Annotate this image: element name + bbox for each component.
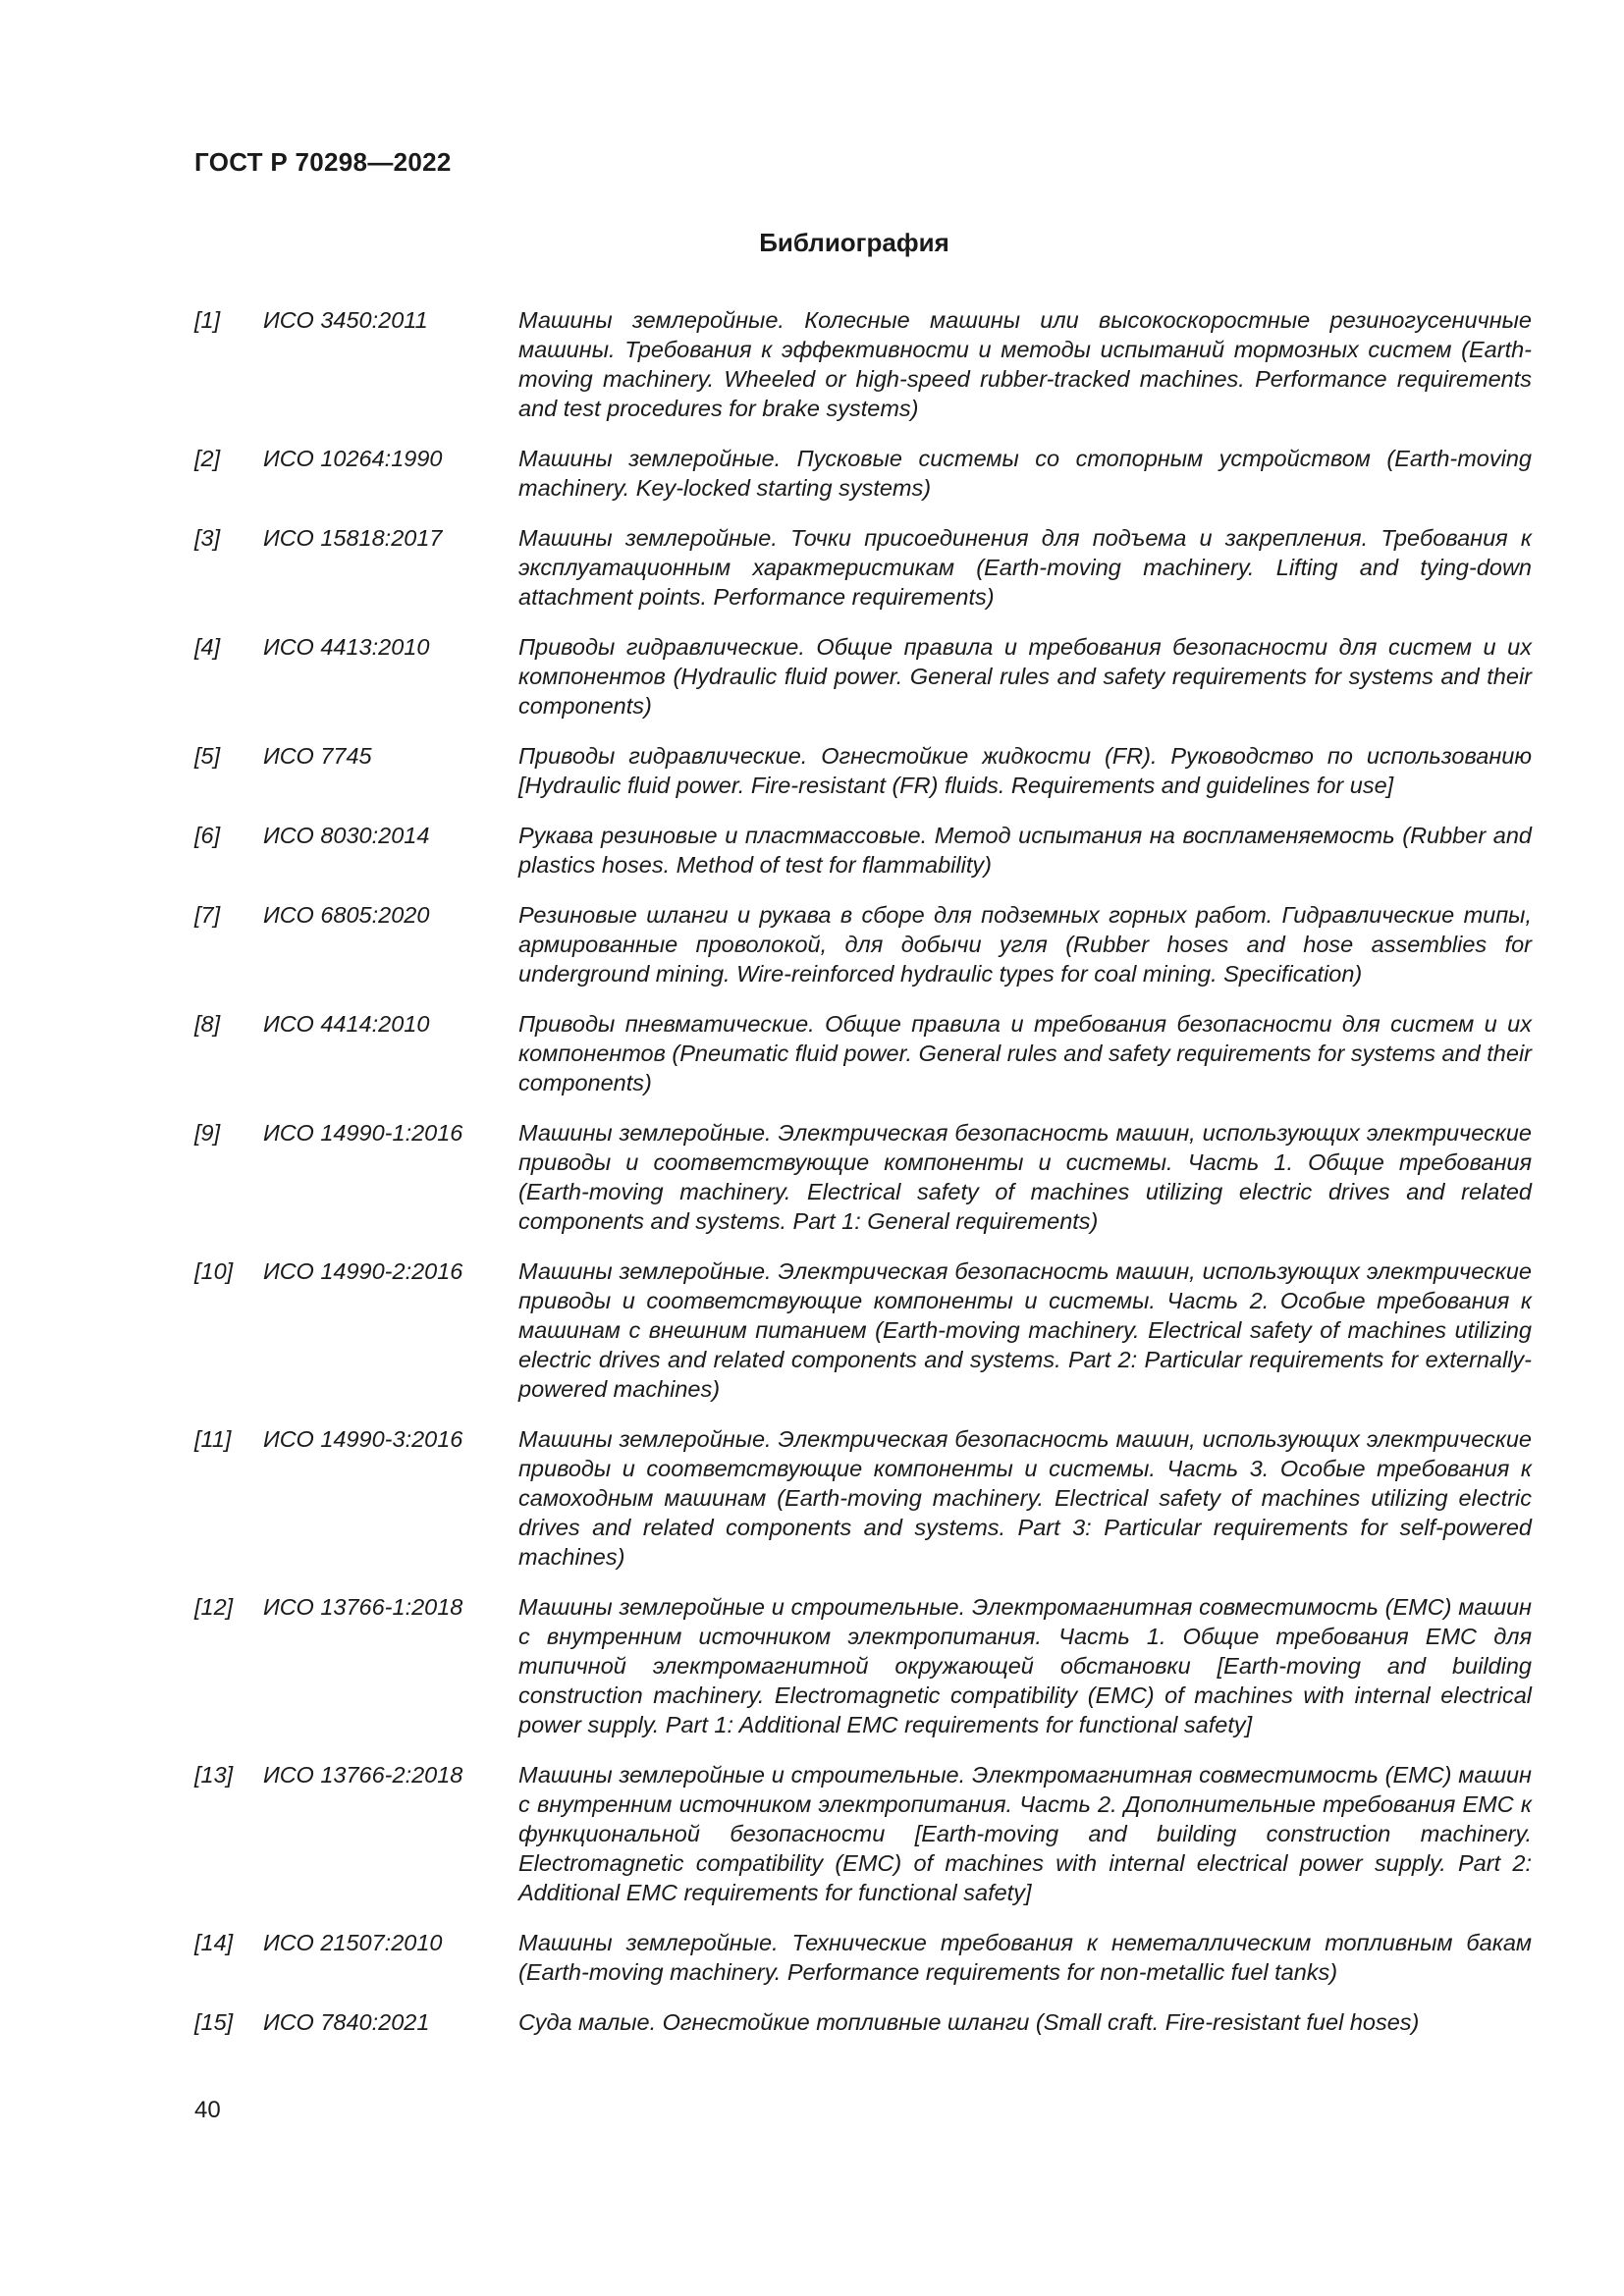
entry-number: [13] — [194, 1762, 234, 1788]
bibliography-entry — [194, 1760, 1532, 1907]
entry-title: Рукава резиновые и пластмассовые. Метод испытания на воспламеняемость (Rubber and plastics hoses. Method of test for flammability) — [518, 823, 1532, 878]
entry-number: [10] — [194, 1258, 234, 1284]
bibliography-entry — [194, 900, 1532, 988]
bibliography-entry — [194, 821, 1532, 880]
entry-number: [1] — [194, 307, 221, 333]
entry-number: [4] — [194, 634, 221, 660]
entry-title: Суда малые. Огнестойкие топливные шланги (Small craft. Fire-resistant fuel hoses) — [518, 2009, 1420, 2035]
entry-title: Резиновые шланги и рукава в сборе для подземных горных работ. Гидравлические типы, армированные проволокой, для добычи угля (Rubber hoses and hose assemblies for underground mining. Wire-reinforced hydraulic types for coal mining. Specification) — [518, 902, 1532, 987]
bibliography-entry — [194, 523, 1532, 612]
entry-number: [15] — [194, 2009, 234, 2035]
entry-standard-code: ИСО 15818:2017 — [263, 525, 443, 551]
entry-standard-code: ИСО 13766-2:2018 — [263, 1762, 463, 1788]
entry-number: [9] — [194, 1120, 221, 1146]
entry-standard-code: ИСО 14990-3:2016 — [263, 1426, 463, 1452]
entry-title: Машины землеройные. Технические требования к неметаллическим топливным бакам (Earth-moving machinery. Performance requirements for non-metallic fuel tanks) — [518, 1930, 1532, 1985]
entry-number: [5] — [194, 743, 221, 769]
entry-number: [8] — [194, 1011, 221, 1037]
entry-number: [7] — [194, 902, 221, 928]
entry-number: [14] — [194, 1930, 234, 1955]
entry-standard-code: ИСО 7840:2021 — [263, 2009, 430, 2035]
bibliography-entry — [194, 1256, 1532, 1404]
entry-title: Машины землеройные. Электрическая безопасность машин, использующих электрические приводы и соответствующие компоненты и системы. Часть 1. Общие требования (Earth-moving machinery. Electrical safety of machines utilizing electric drives and related components and systems. Part 1: General requirements) — [518, 1120, 1532, 1234]
entry-standard-code: ИСО 10264:1990 — [263, 446, 443, 471]
entry-title: Машины землеройные. Колесные машины или высокоскоростные резиногусеничные машины. Требования к эффективности и методы испытаний тормозных систем (Earth-moving machinery. Wheeled or high-speed rubber-tracked machines. Performance requirements and test procedures for brake systems) — [518, 307, 1532, 421]
entry-standard-code: ИСО 3450:2011 — [263, 307, 428, 333]
bibliography-entry — [194, 1424, 1532, 1572]
bibliography-entry — [194, 1592, 1532, 1739]
bibliography-entry — [194, 305, 1532, 423]
entry-number: [3] — [194, 525, 221, 551]
entry-number: [11] — [194, 1426, 232, 1452]
entry-standard-code: ИСО 4414:2010 — [263, 1011, 430, 1037]
entry-title: Машины землеройные. Точки присоединения для подъема и закрепления. Требования к эксплуатационным характеристикам (Earth-moving machinery. Lifting and tying-down attachment points. Performance requirements) — [518, 525, 1532, 610]
bibliography-entry — [194, 1928, 1532, 1987]
entry-standard-code: ИСО 4413:2010 — [263, 634, 430, 660]
entry-title: Приводы гидравлические. Огнестойкие жидкости (FR). Руководство по использованию [Hydraulic fluid power. Fire-resistant (FR) fluids. Requirements and guidelines for use] — [518, 743, 1532, 798]
section-title: Библиография — [759, 228, 949, 257]
entry-title: Машины землеройные. Пусковые системы со стопорным устройством (Earth-moving machinery. Key-locked starting systems) — [518, 446, 1532, 501]
entry-title: Машины землеройные. Электрическая безопасность машин, использующих электрические приводы и соответствующие компоненты и системы. Часть 2. Особые требования к машинам с внешним питанием (Earth-moving machinery. Electrical safety of machines utilizing electric drives and related components and systems. Part 2: Particular requirements for externally-powered machines) — [518, 1258, 1532, 1402]
entry-title: Машины землеройные и строительные. Электромагнитная совместимость (ЕМС) машин с внутренним источником электропитания. Часть 2. Дополнительные требования ЕМС к функциональной безопасности [Earth-moving and building construction machinery. Electromagnetic compatibility (EMC) of machines with internal electrical power supply. Part 2: Additional EMC requirements for functional safety] — [518, 1762, 1532, 1905]
entry-standard-code: ИСО 13766-1:2018 — [263, 1594, 463, 1620]
entry-standard-code: ИСО 6805:2020 — [263, 902, 430, 928]
entry-number: [2] — [194, 446, 221, 471]
bibliography-entry — [194, 1118, 1532, 1236]
entry-standard-code: ИСО 21507:2010 — [263, 1930, 443, 1955]
page-number: 40 — [194, 2097, 221, 2123]
bibliography-entry — [194, 1009, 1532, 1097]
entry-number: [12] — [194, 1594, 234, 1620]
entry-standard-code: ИСО 14990-2:2016 — [263, 1258, 463, 1284]
entry-standard-code: ИСО 7745 — [263, 743, 372, 769]
entry-standard-code: ИСО 8030:2014 — [263, 823, 430, 848]
bibliography-list — [194, 305, 1532, 2057]
bibliography-entry — [194, 632, 1532, 721]
entry-title: Машины землеройные. Электрическая безопасность машин, использующих электрические приводы и соответствующие компоненты и системы. Часть 3. Особые требования к самоходным машинам (Earth-moving machinery. Electrical safety of machines utilizing electric drives and related components and systems. Part 3: Particular requirements for self-powered machines) — [518, 1426, 1532, 1570]
entry-title: Машины землеройные и строительные. Электромагнитная совместимость (ЕМС) машин с внутренним источником электропитания. Часть 1. Общие требования ЕМС для типичной электромагнитной окружающей обстановки [Earth-moving and building construction machinery. Electromagnetic compatibility (EMC) of machines with internal electrical power supply. Part 1: Additional EMC requirements for functional safety] — [518, 1594, 1532, 1737]
entry-title: Приводы гидравлические. Общие правила и требования безопасности для систем и их компонентов (Hydraulic fluid power. General rules and safety requirements for systems and their components) — [518, 634, 1532, 719]
bibliography-entry — [194, 741, 1532, 800]
entry-number: [6] — [194, 823, 221, 848]
document-code-header: ГОСТ Р 70298—2022 — [194, 147, 452, 177]
bibliography-entry — [194, 444, 1532, 503]
entry-standard-code: ИСО 14990-1:2016 — [263, 1120, 463, 1146]
bibliography-entry — [194, 2007, 1532, 2037]
entry-title: Приводы пневматические. Общие правила и требования безопасности для систем и их компонентов (Pneumatic fluid power. General rules and safety requirements for systems and their components) — [518, 1011, 1532, 1095]
